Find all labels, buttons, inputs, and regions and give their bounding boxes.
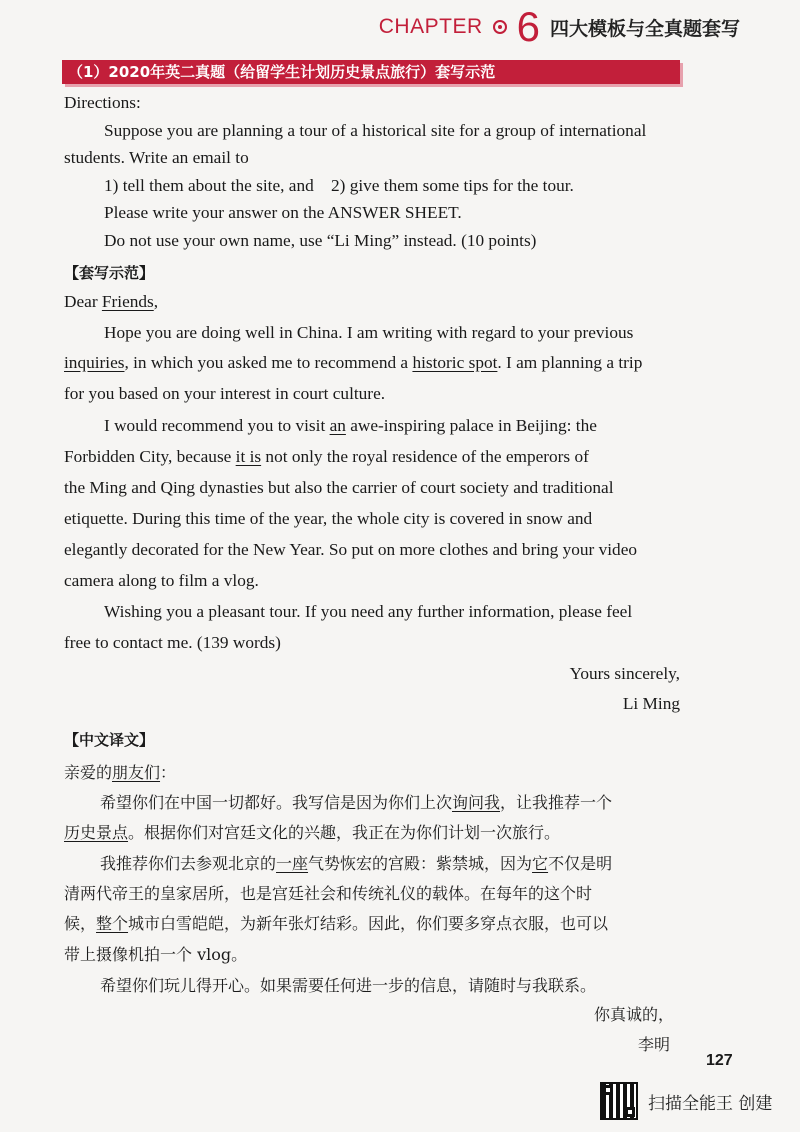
directions-line: 1) tell them about the site, and 2) give them some tips for the tour. <box>104 176 574 195</box>
letter-signature: Li Ming <box>622 694 680 713</box>
directions-line: Please write your answer on the ANSWER SHEET. <box>104 203 462 222</box>
underlined-phrase: 历史景点 <box>64 823 129 842</box>
directions-line: Do not use your own name, use “Li Ming” instead. (10 points) <box>104 231 537 250</box>
letter-line: the Ming and Qing dynasties but also the carrier of court society and traditional <box>64 478 614 497</box>
translation-line: 我推荐你们去参观北京的一座气势恢宏的宫殿：紫禁城，因为它不仅是明 <box>100 854 613 873</box>
qr-code-icon <box>600 1082 638 1120</box>
translation-salutation: 亲爱的朋友们： <box>64 763 177 782</box>
model-heading: 【套写示范】 <box>64 264 155 282</box>
translation-signature: 李明 <box>637 1035 670 1054</box>
translation-line: 历史景点。根据你们对宫廷文化的兴趣，我正在为你们计划一次旅行。 <box>64 823 561 842</box>
directions-line: Suppose you are planning a tour of a historical site for a group of international <box>104 121 647 140</box>
underlined-phrase: 整个 <box>96 914 129 933</box>
translation-closing: 你真诚的， <box>593 1005 674 1024</box>
directions-line: students. Write an email to <box>64 148 249 167</box>
target-icon <box>493 20 507 34</box>
underlined-phrase: 询问我 <box>452 793 501 812</box>
letter-line: Wishing you a pleasant tour. If you need any further information, please feel <box>104 602 633 621</box>
letter-line: inquiries, in which you asked me to recommend a historic spot. I am planning a trip <box>64 353 643 372</box>
underlined-phrase: 它 <box>532 854 549 873</box>
underlined-phrase: an <box>329 416 346 435</box>
underlined-phrase: Friends <box>101 292 154 311</box>
letter-line: I would recommend you to visit an awe-inspiring palace in Beijing: the <box>104 416 597 435</box>
letter-line: camera along to film a vlog. <box>64 571 259 590</box>
underlined-phrase: 一座 <box>276 854 309 873</box>
translation-line: 清两代帝王的皇家居所，也是宫廷社会和传统礼仪的载体。在每年的这个时 <box>64 884 593 903</box>
translation-line: 候，整个城市白雪皑皑，为新年张灯结彩。因此，你们要多穿点衣服，也可以 <box>64 914 609 933</box>
chapter-number: 6 <box>516 3 540 50</box>
letter-line: free to contact me. (139 words) <box>64 633 281 652</box>
chapter-title: 四大模板与全真题套写 <box>549 17 740 40</box>
letter-line: for you based on your interest in court culture. <box>64 384 386 403</box>
section-title-bar: （1）2020年英二真题（给留学生计划历史景点旅行）套写示范 <box>62 60 680 84</box>
letter-line: elegantly decorated for the New Year. So put on more clothes and bring your video <box>64 540 638 559</box>
chapter-label: CHAPTER <box>378 15 483 38</box>
scanner-watermark <box>600 1082 772 1120</box>
directions-label: Directions: <box>64 93 141 112</box>
letter-line: etiquette. During this time of the year, the whole city is covered in snow and <box>64 509 593 528</box>
letter-line: Forbidden City, because it is not only the royal residence of the emperors of <box>64 447 589 466</box>
letter-line: Hope you are doing well in China. I am writing with regard to your previous <box>104 323 634 342</box>
scanner-label: 扫描全能王 创建 <box>648 1093 773 1114</box>
underlined-phrase: it is <box>235 447 262 466</box>
chapter-header <box>378 3 740 50</box>
underlined-phrase: historic spot <box>412 353 498 372</box>
underlined-phrase: inquiries <box>64 353 125 372</box>
letter-closing: Yours sincerely, <box>569 664 680 683</box>
translation-line: 带上摄像机拍一个 vlog。 <box>64 945 248 964</box>
translation-line: 希望你们玩儿得开心。如果需要任何进一步的信息，请随时与我联系。 <box>100 976 597 995</box>
letter-salutation: Dear Friends, <box>64 292 159 311</box>
page-number: 127 <box>706 1052 733 1069</box>
underlined-phrase: 朋友们 <box>112 763 161 782</box>
translation-line: 希望你们在中国一切都好。我写信是因为你们上次询问我，让我推荐一个 <box>100 793 613 812</box>
translation-heading: 【中文译文】 <box>64 731 155 749</box>
